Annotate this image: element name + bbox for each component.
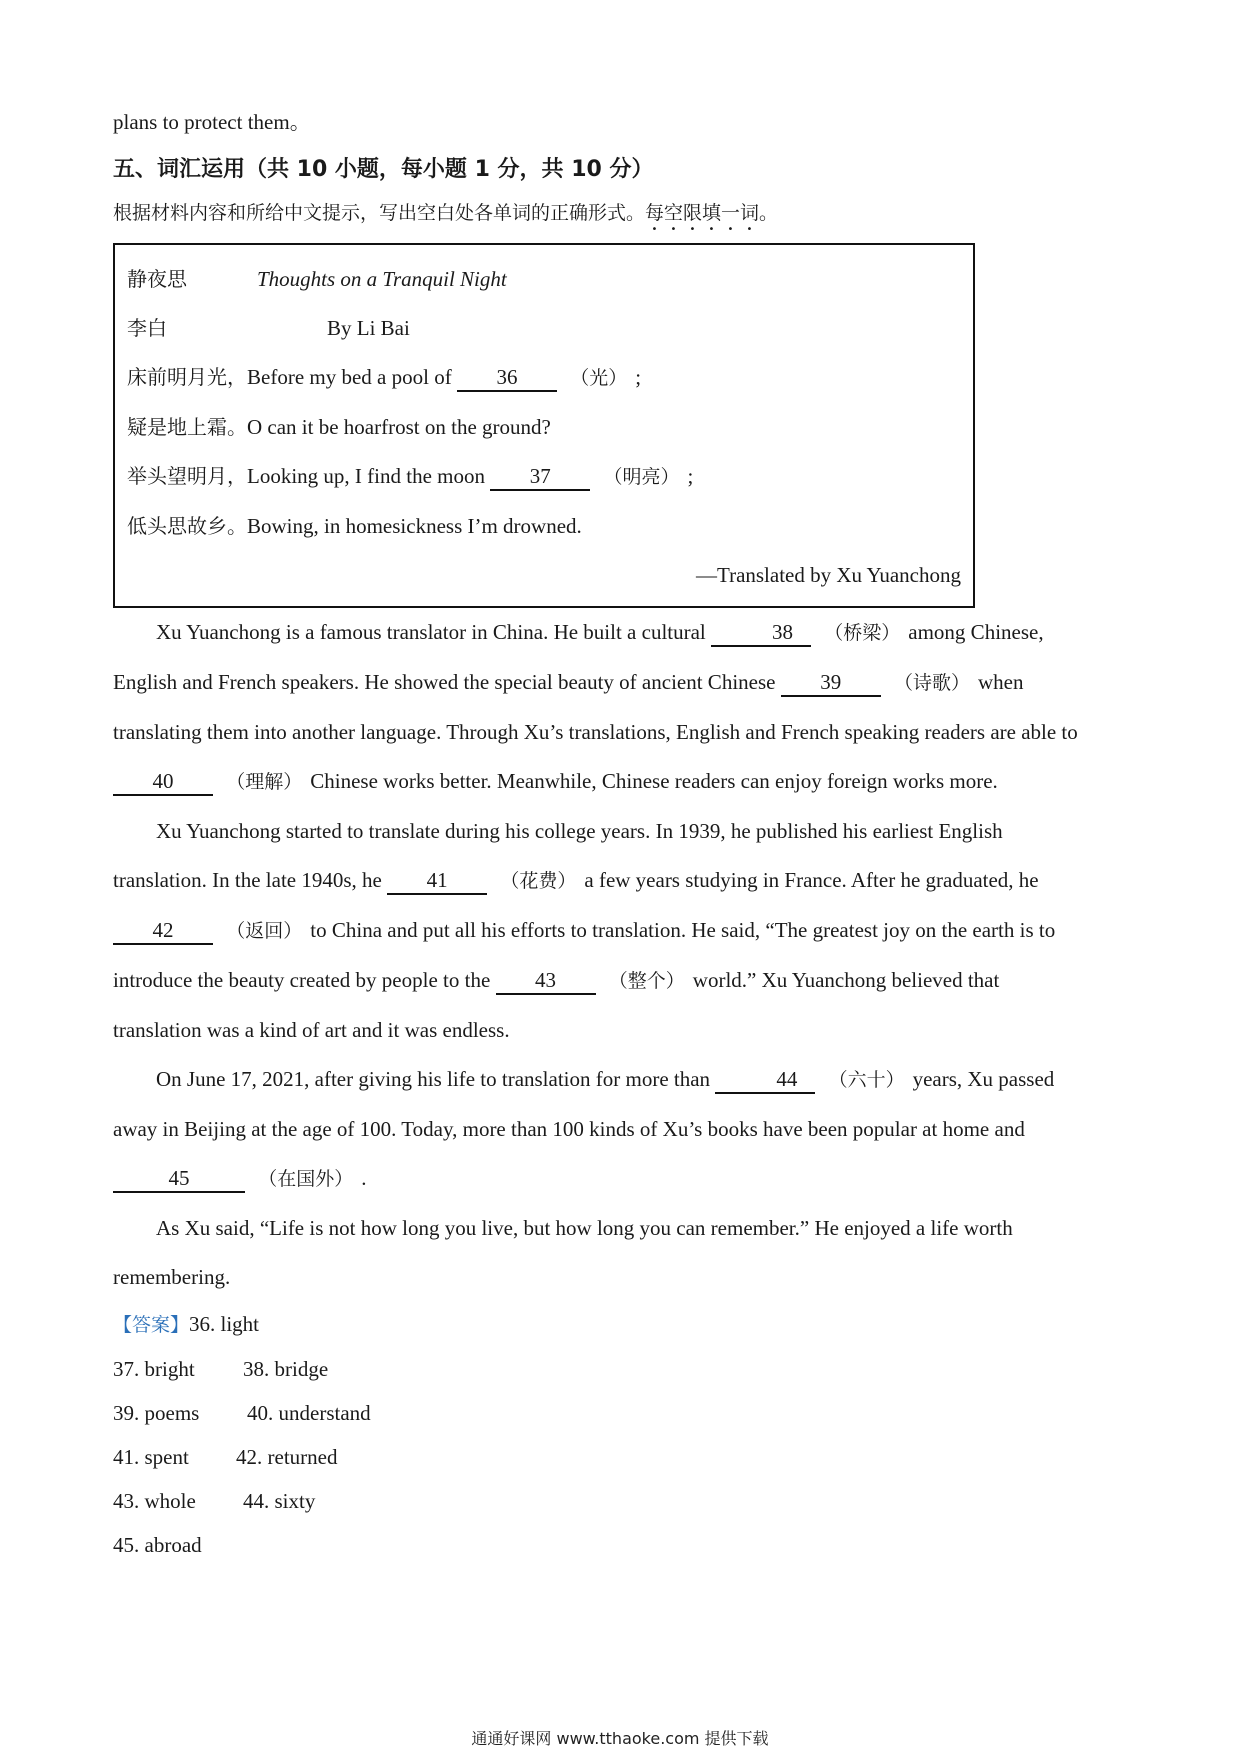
passage-line bbox=[113, 658, 1133, 708]
answer-36: 36. light bbox=[189, 1312, 260, 1336]
blank-36[interactable]: 36 bbox=[457, 364, 557, 392]
passage-text: a few years studying in France. After he graduated, he bbox=[584, 868, 1039, 892]
section-heading: 五、词汇运用（共 10 小题，每小题 1 分，共 10 分） bbox=[113, 157, 654, 182]
blank-38[interactable]: 38 bbox=[711, 619, 811, 647]
hint-41: （花费） bbox=[500, 870, 577, 892]
document-page bbox=[113, 98, 1133, 1567]
passage-line: translating them into another language. Through Xu’s translations, English and French speaking readers are able to bbox=[113, 720, 1078, 744]
poem-title-en: Thoughts on a Tranquil Night bbox=[257, 267, 507, 291]
blank-43[interactable]: 43 bbox=[496, 967, 596, 995]
blank-40[interactable]: 40 bbox=[113, 768, 213, 796]
passage-text: introduce the beauty created by people to the bbox=[113, 968, 491, 992]
poem-line-4 bbox=[127, 502, 961, 551]
poem-line-3-zh: 举头望明月， bbox=[127, 464, 247, 488]
blank-41[interactable]: 41 bbox=[387, 867, 487, 895]
passage-line: As Xu said, “Life is not how long you live, but how long you can remember.” He enjoyed a life worth bbox=[156, 1216, 1013, 1240]
answer-41: 41. spent bbox=[113, 1445, 189, 1469]
answer-38: 38. bridge bbox=[243, 1357, 329, 1381]
poem-line-1-zh: 床前明月光， bbox=[127, 365, 247, 389]
blank-42[interactable]: 42 bbox=[113, 917, 213, 945]
poem-title-row bbox=[127, 255, 961, 304]
instruction bbox=[113, 193, 1133, 235]
poem-line-3-en: Looking up, I find the moon bbox=[247, 464, 485, 488]
poem-line-1 bbox=[127, 353, 961, 403]
hint-44: （六十） bbox=[828, 1069, 905, 1091]
passage-line: remembering. bbox=[113, 1265, 231, 1289]
poem-translator: —Translated by Xu Yuanchong bbox=[695, 563, 961, 587]
top-line: plans to protect them。 bbox=[113, 110, 311, 134]
instruction-text: 根据材料内容和所给中文提示，写出空白处各单词的正确形式。 bbox=[113, 202, 646, 224]
blank-39[interactable]: 39 bbox=[781, 669, 881, 697]
hint-36: （光） bbox=[570, 367, 628, 389]
passage-text: world.” Xu Yuanchong believed that bbox=[692, 968, 1000, 992]
passage-line bbox=[113, 1154, 1133, 1204]
passage-line bbox=[113, 757, 1133, 807]
poem-line-4-en: Bowing, in homesickness I’m drowned. bbox=[247, 514, 582, 538]
answer-row bbox=[113, 1302, 1133, 1347]
answer-45: 45. abroad bbox=[113, 1533, 202, 1557]
hint-38: （桥梁） bbox=[824, 622, 901, 644]
passage-text: Xu Yuanchong is a famous translator in China. He built a cultural bbox=[156, 620, 706, 644]
answer-44: 44. sixty bbox=[243, 1489, 316, 1513]
poem-author-zh: 李白 bbox=[127, 316, 167, 340]
answer-row bbox=[113, 1391, 1133, 1435]
passage-line: Xu Yuanchong started to translate during his college years. In 1939, he published his earliest English bbox=[156, 819, 1003, 843]
passage-text: to China and put all his efforts to translation. He said, “The greatest joy on the earth is to bbox=[310, 918, 1056, 942]
poem-line-2-zh: 疑是地上霜。 bbox=[127, 415, 247, 439]
passage-text: English and French speakers. He showed the special beauty of ancient Chinese bbox=[113, 670, 776, 694]
answer-row bbox=[113, 1435, 1133, 1479]
blank-44[interactable]: 44 bbox=[715, 1066, 815, 1094]
passage-text: . bbox=[361, 1166, 367, 1190]
answer-row bbox=[113, 1523, 1133, 1567]
hint-42: （返回） bbox=[226, 920, 303, 942]
passage-text: years, Xu passed bbox=[912, 1067, 1055, 1091]
passage-line bbox=[113, 856, 1133, 906]
poem-box bbox=[113, 243, 975, 608]
hint-37: （明亮） bbox=[603, 466, 680, 488]
poem-author-en: By Li Bai bbox=[327, 316, 410, 340]
answer-label: 【答案】 bbox=[113, 1314, 190, 1336]
hint-45: （在国外） bbox=[258, 1168, 354, 1190]
poem-line-1-en: Before my bed a pool of bbox=[247, 365, 452, 389]
poem-line-3-end: ; bbox=[687, 464, 694, 488]
hint-39: （诗歌） bbox=[893, 672, 970, 694]
passage-text: On June 17, 2021, after giving his life to translation for more than bbox=[156, 1067, 711, 1091]
answer-43: 43. whole bbox=[113, 1489, 196, 1513]
answer-row bbox=[113, 1347, 1133, 1391]
passage-line bbox=[113, 1055, 1133, 1105]
passage-text: among Chinese, bbox=[908, 620, 1044, 644]
hint-43: （整个） bbox=[608, 970, 685, 992]
passage-line bbox=[113, 608, 1133, 658]
poem-line-2-en: O can it be hoarfrost on the ground? bbox=[247, 415, 551, 439]
instruction-emphasis: 每空限填一词 bbox=[645, 202, 760, 224]
poem-line-2 bbox=[127, 403, 961, 452]
poem-title-zh: 静夜思 bbox=[127, 267, 187, 291]
answer-40: 40. understand bbox=[247, 1401, 371, 1425]
passage-line: away in Beijing at the age of 100. Today, more than 100 kinds of Xu’s books have been popular at home and bbox=[113, 1117, 1025, 1141]
answer-42: 42. returned bbox=[236, 1445, 338, 1469]
page-footer: 通通好课网 www.tthaoke.com 提供下载 bbox=[471, 1729, 769, 1748]
poem-line-4-zh: 低头思故乡。 bbox=[127, 514, 247, 538]
passage-line bbox=[113, 956, 1133, 1006]
answer-39: 39. poems bbox=[113, 1401, 200, 1425]
poem-line-1-end: ; bbox=[635, 365, 642, 389]
passage-line: translation was a kind of art and it was endless. bbox=[113, 1018, 510, 1042]
blank-37[interactable]: 37 bbox=[490, 463, 590, 491]
passage-line bbox=[113, 906, 1133, 956]
answer-row bbox=[113, 1479, 1133, 1523]
poem-author-row bbox=[127, 304, 961, 353]
poem-line-3 bbox=[127, 452, 961, 502]
hint-40: （理解） bbox=[226, 771, 303, 793]
answer-37: 37. bright bbox=[113, 1357, 195, 1381]
passage-text: translation. In the late 1940s, he bbox=[113, 868, 382, 892]
instruction-end: 。 bbox=[759, 202, 779, 224]
blank-45[interactable]: 45 bbox=[113, 1165, 245, 1193]
passage-text: Chinese works better. Meanwhile, Chinese readers can enjoy foreign works more. bbox=[310, 769, 998, 793]
passage-text: when bbox=[977, 670, 1024, 694]
